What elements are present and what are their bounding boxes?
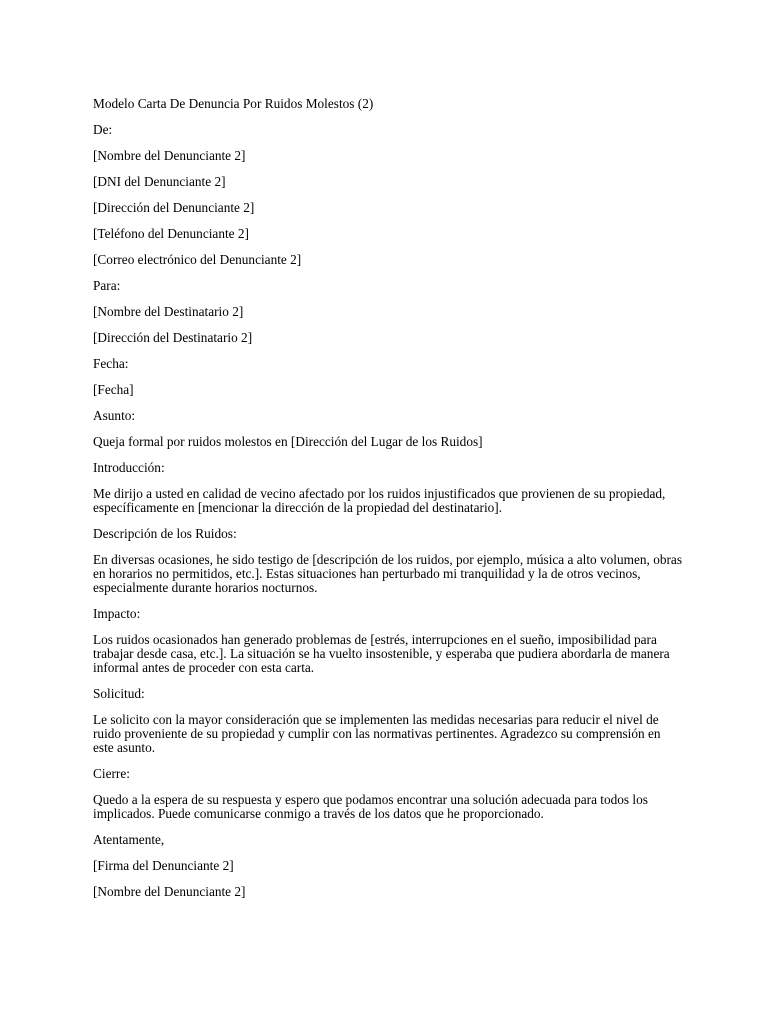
sender-address: [Dirección del Denunciante 2] [93,200,255,215]
descripcion-paragraph: En diversas ocasiones, he sido testigo de [descripción de los ruidos, por ejemplo, música a alto volumen, obras en horarios no permitidos, etc.]. Estas situaciones han perturbado mi tranquilidad y la de otros vecinos, especialmente durante horarios nocturnos. [93,552,682,595]
signer-name: [Nombre del Denunciante 2] [93,884,246,899]
intro-label: Introducción: [93,460,165,475]
letter-body [93,97,683,911]
impacto-paragraph: Los ruidos ocasionados han generado problemas de [estrés, interrupciones en el sueño, imposibilidad para trabajar desde casa, etc.]. La situación se ha vuelto insostenible, y esperaba que pudiera abordarla de manera informal antes de proceder con esta carta. [93,632,670,675]
closing-salutation: Atentamente, [93,832,165,847]
sender-name: [Nombre del Denunciante 2] [93,148,246,163]
recipient-address: [Dirección del Destinatario 2] [93,330,253,345]
cierre-label: Cierre: [93,766,130,781]
document-title: Modelo Carta De Denuncia Por Ruidos Molestos (2) [93,96,374,111]
solicitud-label: Solicitud: [93,686,145,701]
fecha-label: Fecha: [93,356,129,371]
solicitud-paragraph: Le solicito con la mayor consideración que se implementen las medidas necesarias para reducir el nivel de ruido proveniente de su propiedad y cumplir con las normativas pertinentes. Agradezco su comprensión en este asunto. [93,712,661,755]
cierre-paragraph: Quedo a la espera de su respuesta y espero que podamos encontrar una solución adecuada para todos los implicados. Puede comunicarse conmigo a través de los datos que he proporcionado. [93,792,648,821]
signature-placeholder: [Firma del Denunciante 2] [93,858,234,873]
fecha-value: [Fecha] [93,382,134,397]
descripcion-label: Descripción de los Ruidos: [93,526,237,541]
para-label: Para: [93,278,121,293]
asunto-value: Queja formal por ruidos molestos en [Dirección del Lugar de los Ruidos] [93,434,483,449]
sender-dni: [DNI del Denunciante 2] [93,174,226,189]
intro-paragraph: Me dirijo a usted en calidad de vecino afectado por los ruidos injustificados que provienen de su propiedad, específicamente en [mencionar la dirección de la propiedad del destinatario]. [93,486,666,515]
sender-email: [Correo electrónico del Denunciante 2] [93,252,302,267]
impacto-label: Impacto: [93,606,141,621]
recipient-name: [Nombre del Destinatario 2] [93,304,244,319]
sender-phone: [Teléfono del Denunciante 2] [93,226,249,241]
de-label: De: [93,122,113,137]
asunto-label: Asunto: [93,408,136,423]
